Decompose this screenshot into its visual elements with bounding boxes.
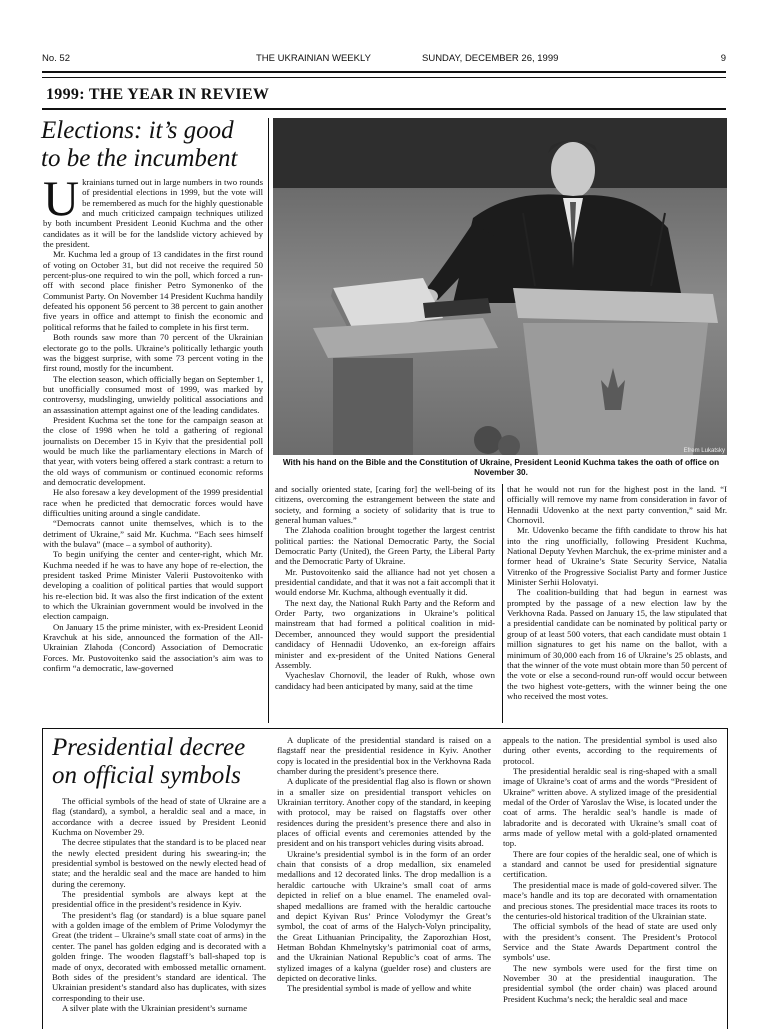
drop-cap: U — [43, 177, 80, 226]
article1-paragraph: The next day, the National Rukh Party and the Reform and Order Party, two organizations in Ukraine’s political mainstream that had formed a political coalition in mid-December, announced they would support the presidential candidacy of Hennadii Udovenko, an ex-foreign affairs minister and ex-president of the United Nations General Assembly. — [275, 597, 495, 670]
article1-paragraph: and socially oriented state, [caring for] the well-being of its citizens, overcoming the estrangement between the state and society, and forming a society of solidarity that is true to general human values.” — [275, 484, 495, 526]
article2-headline-line2: on official symbols — [52, 762, 241, 789]
article1-paragraph: “Democrats cannot unite themselves, which is to the detriment of Ukraine,” said Mr. Kuchma. “Each sees himself with the bulava” (mace – a symbol of authority). — [43, 518, 263, 550]
article1-column-2 — [275, 484, 495, 724]
article1-paragraph: To begin unifying the center and center-right, which Mr. Kuchma needed if he was to have any hope of re-election, the president tasked Prime Minister Valerii Pustovoitenko with developing a coalition of political parties that would support his re-election bid. It was also the first indication of the extent to which the Ukrainian government would be involved in the election campaign. — [43, 549, 263, 622]
article1-headline-line1: Elections: it’s good — [41, 117, 234, 144]
article1-paragraph: The coalition-building that had begun in earnest was prompted by the passage of a new election law by the Verkhovna Rada. Passed on January 15, the law stipulated that a presidential candidate can be nominated by political party or group of at least 500 voters, that each candidate must obtain 1 million signatures to get his name on the ballot, with a minimum of 30,000 each from 16 of Ukraine’s 25 oblasts, and that the winner of the vote must obtain more than 50 percent of the vote or else a second-round run-off would occur between the two highest vote-getters, with the winner being the one who received the most votes. — [507, 587, 727, 701]
article1-headline-line2: to be the incumbent — [41, 145, 238, 172]
photo-caption: With his hand on the Bible and the Constitution of Ukraine, President Leonid Kuchma takes the oath of office on November 30. — [282, 458, 720, 477]
photo-credit: Efrem Lukatsky — [683, 448, 725, 454]
article2-paragraph: There are four copies of the heraldic seal, one of which is a standard and cannot be used for presidential signature certification. — [503, 848, 717, 880]
article1-column-1 — [43, 177, 263, 723]
article1-paragraph: The election season, which officially began on September 1, but unofficially consumed most of 1999, was marked by controversy, mudslinging, unwieldy political associations and an assassination attempt against one of the leading candidates. — [43, 373, 263, 415]
photo-illustration — [273, 118, 727, 455]
article2-paragraph: The president’s flag (or standard) is a blue square panel with a golden image of the emblem of Prime Volodymyr the Great (the trident – Ukraine’s small state coat of arms) in the center. The panel has golden edging and is decorated with a golden fringe. The wooden flagstaff’s ball-shaped top is made of onyx, decorated with embossed metallic ornament. Both sides of the president’s standard are identical. The Ukrainian president’s standard also has duplicates, with sizes corresponding to their use. — [52, 909, 266, 1003]
page-number: 9 — [720, 53, 726, 64]
inauguration-photo — [273, 118, 727, 455]
article2-paragraph: The presidential symbol is made of yellow and white — [287, 983, 472, 994]
article1-paragraph: Vyacheslav Chornovil, the leader of Rukh, whose own candidacy had been anticipated by many, said at the time — [275, 670, 495, 691]
article2-paragraph: A duplicate of the presidential flag also is flown or shown in a smaller size on presidential transport vehicles on Ukrainian territory. Another copy of the standard, in keeping with protocol, may be raised on flagstaffs over other residences during the president’s presence there and also in places of official events and ceremonies attended by the president and on his transport vehicles during visits abroad. — [277, 776, 491, 849]
column-divider — [502, 484, 503, 723]
article2-paragraph: appeals to the nation. The presidential symbol is used also during other events, according to the requirements of protocol. — [503, 735, 717, 766]
article1-paragraph: Both rounds saw more than 70 percent of the Ukrainian electorate go to the polls. Ukraine’s politically lethargic youth was the biggest surprise, with some 73 percent voting in the first round, mostly for the incumbent. — [43, 332, 263, 374]
article2-paragraph: The decree stipulates that the standard is to be placed near the newly elected president during his swearing-in; the presidential symbol is bestowed on the newly elected head of state; and the heraldic seal and the mace are handed to him during the ceremony. — [52, 837, 266, 889]
page-header — [42, 53, 726, 67]
article2-paragraph: The new symbols were used for the first time on November 30 at the presidential inauguration. The presidential symbol (the order chain) was placed around President Kuchma’s neck; the heraldic seal and mace — [503, 962, 717, 1004]
article2-paragraph: A duplicate of the presidential standard is raised on a flagstaff near the presidential residence in Kyiv. Another copy is located in the presidential box in the Verkhovna Rada chamber during the president’s presence there. — [277, 735, 491, 777]
section-title: 1999: THE YEAR IN REVIEW — [46, 86, 270, 103]
article1-paragraph: Mr. Udovenko became the fifth candidate to throw his hat into the ring unofficially, following President Kuchma, National Deputy Yevhen Marchuk, the ex-prime minister and a former head of Ukraine’s State Security Service, Natalia Vitrenko of the Progressive Socialist Party and former Justice Minister Serhii Holovatyi. — [507, 525, 727, 588]
column-divider — [268, 118, 269, 723]
article2-column-1 — [52, 796, 266, 1024]
article2-column-2 — [277, 735, 491, 1024]
article2-headline-line1: Presidential decree — [52, 734, 246, 761]
article2-paragraph: The official symbols of the head of state are used only with the president’s consent. The President’s Protocol Service and the State Awards Department control the symbols’ use. — [503, 921, 717, 963]
article2-paragraph: A silver plate with the Ukrainian president’s surname — [62, 1002, 248, 1013]
section-rule — [42, 108, 726, 110]
issue-date: SUNDAY, DECEMBER 26, 1999 — [422, 53, 559, 64]
article2-paragraph: The presidential mace is made of gold-covered silver. The mace’s handle and its top are decorated with ornamentation and precious stones. The presidential mace traces its roots to the centuries-old historical tradition of the Ukrainian state. — [503, 879, 717, 921]
article1-paragraph: The Zlahoda coalition brought together the largest centrist political parties: the National Democratic Party, the Social Democratic Party (United), the Green Party, the Liberal Party and the Democratic Party of Ukraine. — [275, 525, 495, 567]
article1-column-3 — [507, 484, 727, 724]
article2-column-3 — [503, 735, 717, 1024]
article1-paragraph: Mr. Kuchma led a group of 13 candidates in the first round of voting on October 31, but did not receive the required 50 percent-plus-one required to win the poll, which forced a run-off with second place finisher Petro Symonenko of the Communist Party. On November 14 President Kuchma handily defeated his opponent 56 percent to 38 percent to gain another five years in office and attempt to finish the economic and political reforms that he failed to complete in his first term. — [43, 249, 263, 332]
article2-headline — [52, 734, 245, 790]
article1-headline — [41, 117, 237, 173]
header-rule-thin — [42, 77, 726, 78]
article1-paragraph: President Kuchma set the tone for the campaign season at the close of 1998 when he told a gathering of regional journalists on December 15 in Kyiv that the presidential poll would be much like the parliamentary elections in March of that year, with voters being offered a stark contrast: a return to the old ways of communism or continued economic reforms and democratic development. — [43, 414, 263, 487]
article2-paragraph: The presidential heraldic seal is ring-shaped with a small image of Ukraine’s coat of arms and the words “President of Ukraine” written above. A stylized image of the presidential medal of the Order of Yaroslav the Wise, is located under the coat of arms. The heraldic seal’s handle is made of labradorite and is decorated with Ukraine’s small coat of arms made of yellow metal with a gold-plated ornamented top. — [503, 766, 717, 849]
publication-name: THE UKRAINIAN WEEKLY — [256, 53, 371, 64]
header-rule-thick — [42, 71, 726, 73]
article2-paragraph: The official symbols of the head of state of Ukraine are a flag (standard), a symbol, a heraldic seal and a mace, in accordance with a decree issued by President Leonid Kuchma on November 29. — [52, 796, 266, 838]
issue-number: No. 52 — [42, 53, 70, 64]
article2-paragraph: Ukraine’s presidential symbol is in the form of an order chain that consists of a drop medallion, six enameled medallions and 12 decorated links. The drop medallion is a heraldic cartouche with Ukraine’s small coat of arms depicted in relief on a blue enamel. The enameled oval-shaped medallions are framed with the heraldic cartouche and depict Kyivan Rus’ Prince Volodymyr the Great’s symbol, the coat of arms of the Halych-Volyn principality, the Great Lithuanian Principality, the Zaporozhian Host, Hetman Bohdan Khmelnytsky’s patrimonial coat of arms, and the Ukrainian National Republic’s coat of arms. The stylized images of a kalyna (guelder rose) and clusters are depicted on decorative links. — [277, 848, 491, 983]
article1-paragraph: On January 15 the prime minister, with ex-President Leonid Kravchuk at his side, announced the formation of the All-Ukrainian Zlahoda (Concord) Association of Democratic Forces. Mr. Pustovoitenko said the association’s aim was to confirm “a democratic, law-governed — [43, 621, 263, 674]
article1-paragraph: Ukrainians turned out in large numbers in two rounds of presidential elections in 1999, but the vote will be remembered as much for the highly questionable and much criticized campaign techniques utilized by both incumbent President Leonid Kuchma and the other candidates as it will be for the landslide victory achieved by the president. — [43, 177, 263, 250]
article1-paragraph: He also foresaw a key development of the 1999 presidential race when he predicted that democratic forces would have difficulties uniting around a single candidate. — [43, 487, 263, 518]
article2-paragraph: The presidential symbols are always kept at the presidential office in the president’s residence in Kyiv. — [52, 889, 266, 910]
article1-paragraph: Mr. Pustovoitenko said the alliance had not yet chosen a presidential candidate, and that it was not a fait accompli that it would endorse Mr. Kuchma, although eventually it did. — [275, 566, 495, 598]
article1-paragraph: that he would not run for the highest post in the land. “I officially will remove my name from consideration in favor of Hennadii Udovenko at the next party convention,” said Mr. Chornovil. — [507, 484, 727, 526]
